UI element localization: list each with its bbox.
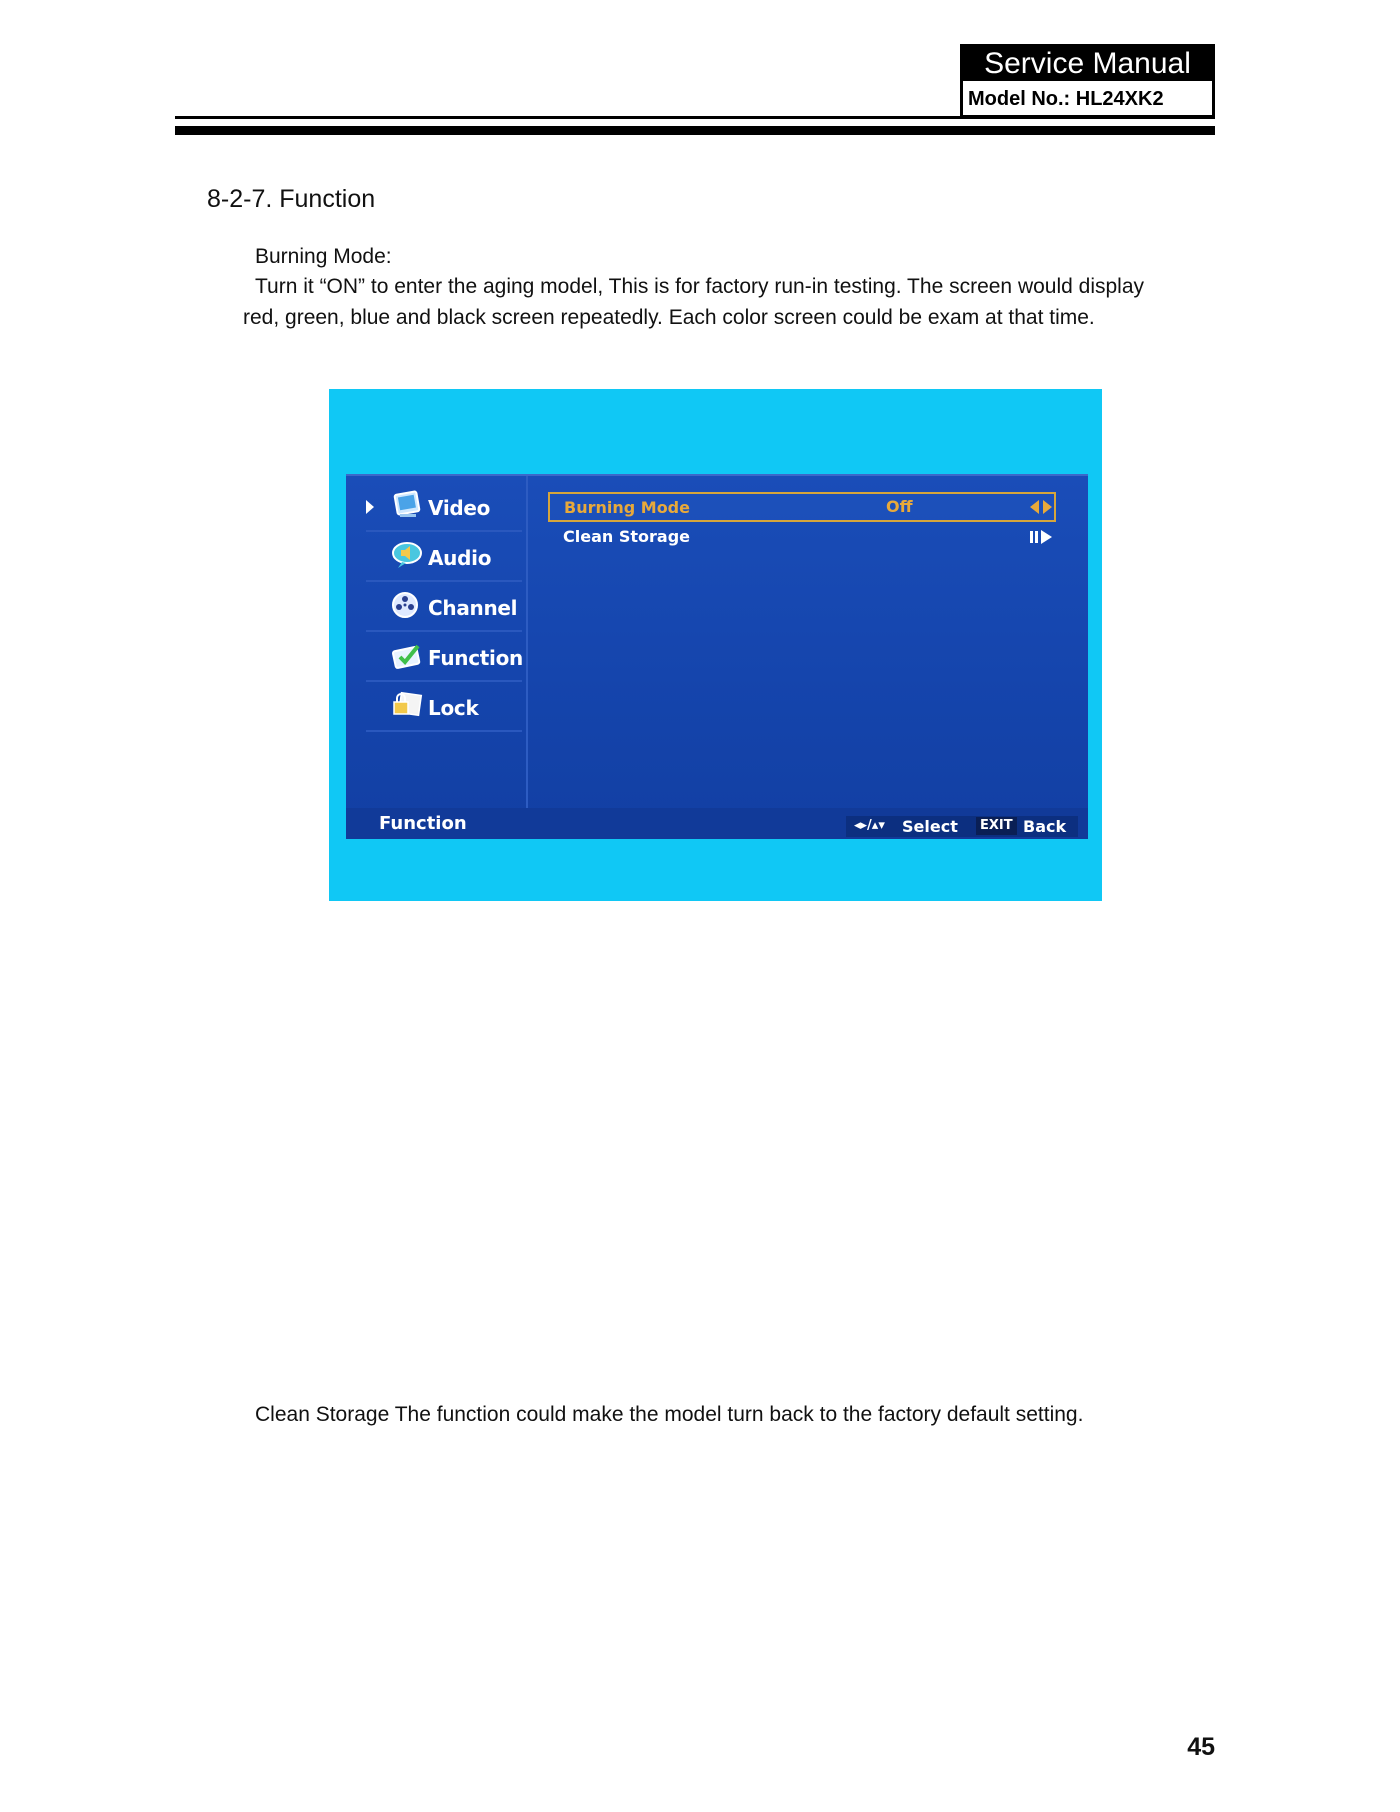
left-right-arrows-icon[interactable] [1030,500,1052,514]
clean-storage-description: Clean Storage The function could make the model turn back to the factory default setting. [255,1403,1084,1426]
selected-arrow-icon [366,500,374,514]
function-icon [390,640,424,670]
burning-mode-value[interactable]: Off [886,497,913,516]
navigation-arrows-icon: ◂▸/▴▾ [854,818,885,833]
menu-label-function: Function [428,646,523,670]
burning-mode-title: Burning Mode: [255,245,392,268]
burning-mode-label: Burning Mode [564,498,690,517]
osd-screenshot [329,389,1102,901]
menu-label-audio: Audio [428,546,492,570]
lock-icon [390,690,424,720]
menu-item-audio[interactable] [366,534,522,582]
osd-divider [526,476,528,808]
menu-item-function[interactable] [366,634,522,682]
section-heading: 8-2-7. Function [207,185,376,213]
menu-label-channel: Channel [428,596,518,620]
menu-label-video: Video [428,496,491,520]
channel-icon [390,590,424,620]
menu-item-channel[interactable] [366,584,522,632]
menu-item-video[interactable] [366,484,522,532]
page-number: 45 [1187,1733,1215,1761]
footer-title: Function [379,813,467,834]
menu-label-lock: Lock [428,696,479,720]
footer-select-label: Select [902,817,958,836]
audio-icon [390,540,424,570]
burning-mode-line-2: red, green, blue and black screen repeatedly. Each color screen could be exam at that time. [243,306,1095,329]
osd-panel [346,474,1088,839]
header-rule-thin [175,116,1215,119]
footer-back-label: Back [1023,817,1067,836]
exit-key-badge[interactable]: EXIT [976,817,1017,835]
header-title: Service Manual [963,47,1212,81]
model-number: Model No.: HL24XK2 [968,88,1164,110]
enter-icon[interactable] [1030,530,1054,544]
clean-storage-label[interactable]: Clean Storage [563,527,690,546]
header-rule-thick [175,126,1215,135]
video-icon [390,490,424,520]
menu-item-lock[interactable] [366,684,522,732]
burning-mode-line-1: Turn it “ON” to enter the aging model, This is for factory run-in testing. The screen would display [255,275,1145,298]
